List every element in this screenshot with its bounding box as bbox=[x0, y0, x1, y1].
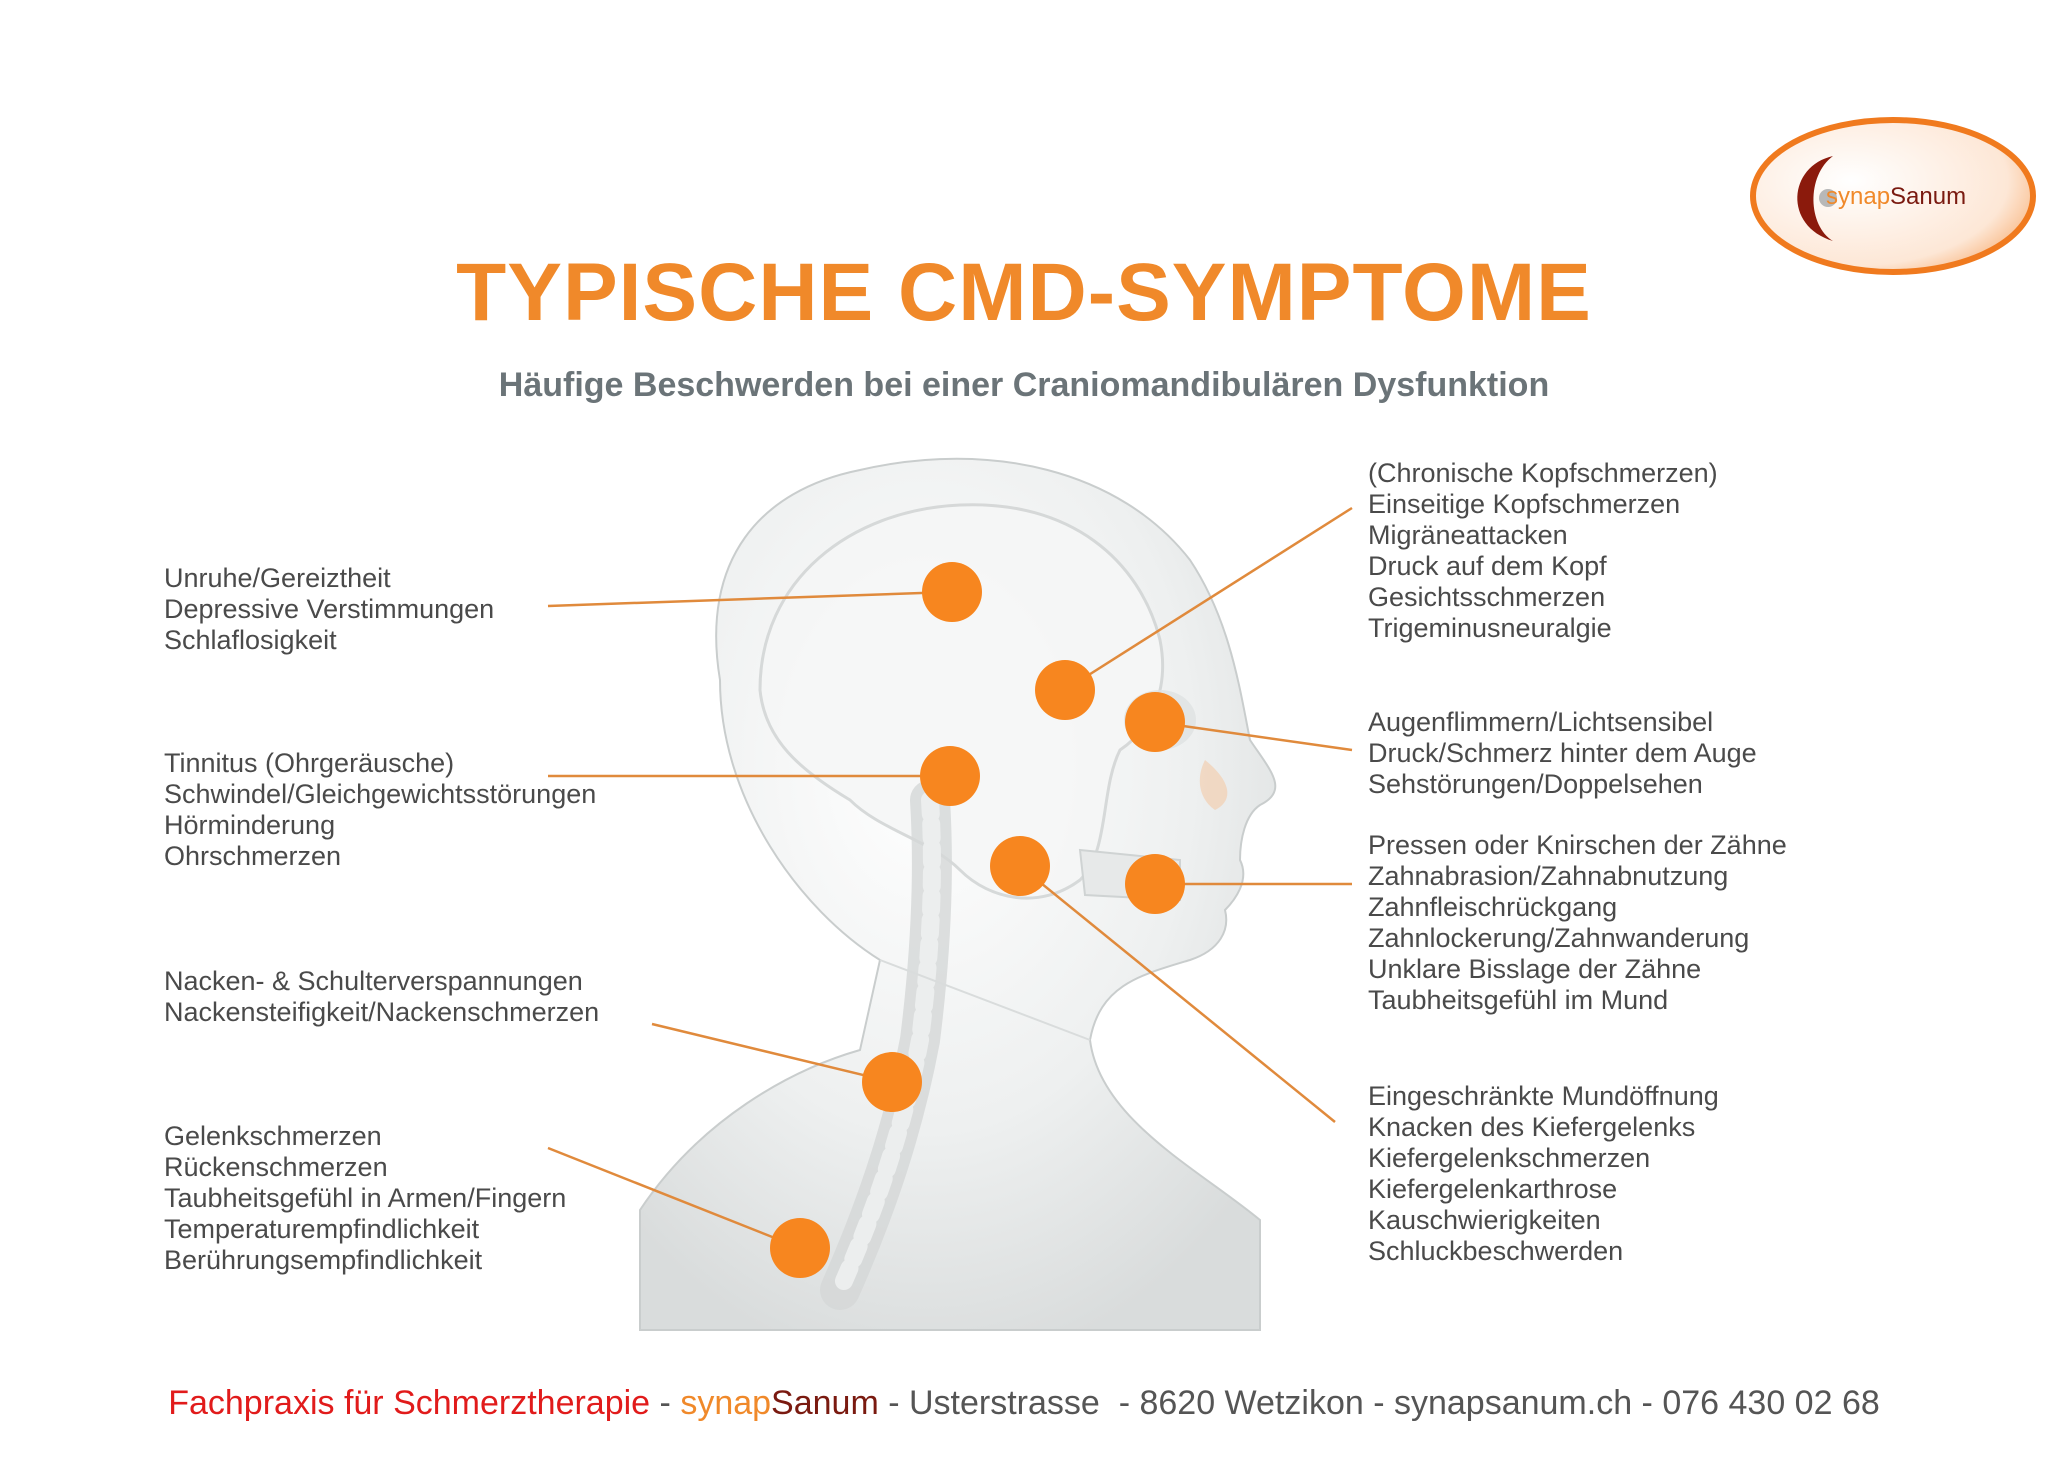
symptom-line: Druck auf dem Kopf bbox=[1368, 551, 1607, 581]
symptom-line: Druck/Schmerz hinter dem Auge bbox=[1368, 738, 1757, 768]
symptom-line: Schluckbeschwerden bbox=[1368, 1236, 1624, 1266]
logo-wordmark bbox=[1826, 183, 1966, 211]
symptom-line: Tinnitus (Ohrgeräusche) bbox=[164, 748, 455, 778]
symptom-line: Unruhe/Gereiztheit bbox=[164, 563, 391, 593]
footer-brand-part2: Sanum bbox=[771, 1384, 879, 1422]
symptom-line: Augenflimmern/Lichtsensibel bbox=[1368, 707, 1714, 737]
symptom-line: Unklare Bisslage der Zähne bbox=[1368, 954, 1702, 984]
symptom-line: Zahnfleischrückgang bbox=[1368, 892, 1618, 922]
symptom-line: Nackensteifigkeit/Nackenschmerzen bbox=[164, 997, 600, 1027]
marker-shoulder bbox=[770, 1218, 830, 1278]
symptom-line: Schwindel/Gleichgewichtsstörungen bbox=[164, 779, 597, 809]
symptom-line: Gelenkschmerzen bbox=[164, 1121, 382, 1151]
symptom-line: Einseitige Kopfschmerzen bbox=[1368, 489, 1681, 519]
symptom-group-neck bbox=[164, 966, 599, 1028]
symptom-line: Sehstörungen/Doppelsehen bbox=[1368, 769, 1703, 799]
symptom-line: Trigeminusneuralgie bbox=[1368, 613, 1612, 643]
symptom-group-headache bbox=[1368, 458, 1718, 644]
symptom-line: Zahnlockerung/Zahnwanderung bbox=[1368, 923, 1750, 953]
symptom-line: Taubheitsgefühl im Mund bbox=[1368, 985, 1669, 1015]
marker-temple bbox=[1035, 660, 1095, 720]
logo-wordmark-part2: Sanum bbox=[1890, 183, 1967, 210]
symptom-line: Gesichtsschmerzen bbox=[1368, 582, 1606, 612]
symptom-line: Berührungsempfindlichkeit bbox=[164, 1245, 483, 1275]
footer-separator: - bbox=[650, 1384, 681, 1422]
symptom-line: (Chronische Kopfschmerzen) bbox=[1368, 458, 1718, 488]
symptom-line: Nacken- & Schulterverspannungen bbox=[164, 966, 583, 996]
symptom-group-ear bbox=[164, 748, 596, 872]
marker-jaw-joint bbox=[990, 836, 1050, 896]
symptom-group-body bbox=[164, 1121, 566, 1276]
symptom-line: Depressive Verstimmungen bbox=[164, 594, 495, 624]
symptom-line: Taubheitsgefühl in Armen/Fingern bbox=[164, 1183, 567, 1213]
symptom-line: Schlaflosigkeit bbox=[164, 625, 337, 655]
symptom-line: Hörminderung bbox=[164, 810, 336, 840]
marker-eye bbox=[1125, 692, 1185, 752]
symptom-line: Temperaturempfindlichkeit bbox=[164, 1214, 480, 1244]
footer-brand-part1: synap bbox=[680, 1384, 772, 1422]
symptom-line: Ohrschmerzen bbox=[164, 841, 342, 871]
marker-head bbox=[922, 562, 982, 622]
symptom-line: Rückenschmerzen bbox=[164, 1152, 388, 1182]
marker-teeth bbox=[1125, 854, 1185, 914]
symptom-group-jaw bbox=[1368, 1081, 1719, 1267]
footer-practice-name: Fachpraxis für Schmerztherapie bbox=[168, 1384, 651, 1422]
symptom-line: Knacken des Kiefergelenks bbox=[1368, 1112, 1696, 1142]
footer-address: - Usterstrasse - 8620 Wetzikon - synapsanum.ch - 076 430 02 68 bbox=[878, 1384, 1880, 1422]
symptom-group-teeth bbox=[1368, 830, 1787, 1016]
symptom-line: Kiefergelenkschmerzen bbox=[1368, 1143, 1651, 1173]
page-subtitle: Häufige Beschwerden bei einer Craniomandibulären Dysfunktion bbox=[498, 366, 1550, 404]
symptom-line: Eingeschränkte Mundöffnung bbox=[1368, 1081, 1719, 1111]
page-title: TYPISCHE CMD-SYMPTOME bbox=[456, 247, 1592, 338]
symptom-line: Pressen oder Knirschen der Zähne bbox=[1368, 830, 1787, 860]
symptom-group-eye bbox=[1368, 707, 1757, 800]
symptom-line: Kiefergelenkarthrose bbox=[1368, 1174, 1618, 1204]
symptom-line: Migräneattacken bbox=[1368, 520, 1568, 550]
symptom-line: Zahnabrasion/Zahnabnutzung bbox=[1368, 861, 1729, 891]
marker-neck bbox=[862, 1052, 922, 1112]
logo-wordmark-part1: synap bbox=[1826, 183, 1891, 210]
symptom-group-psyche bbox=[164, 563, 494, 656]
symptom-line: Kauschwierigkeiten bbox=[1368, 1205, 1601, 1235]
footer-contact-line bbox=[0, 1384, 2048, 1423]
marker-ear bbox=[920, 746, 980, 806]
